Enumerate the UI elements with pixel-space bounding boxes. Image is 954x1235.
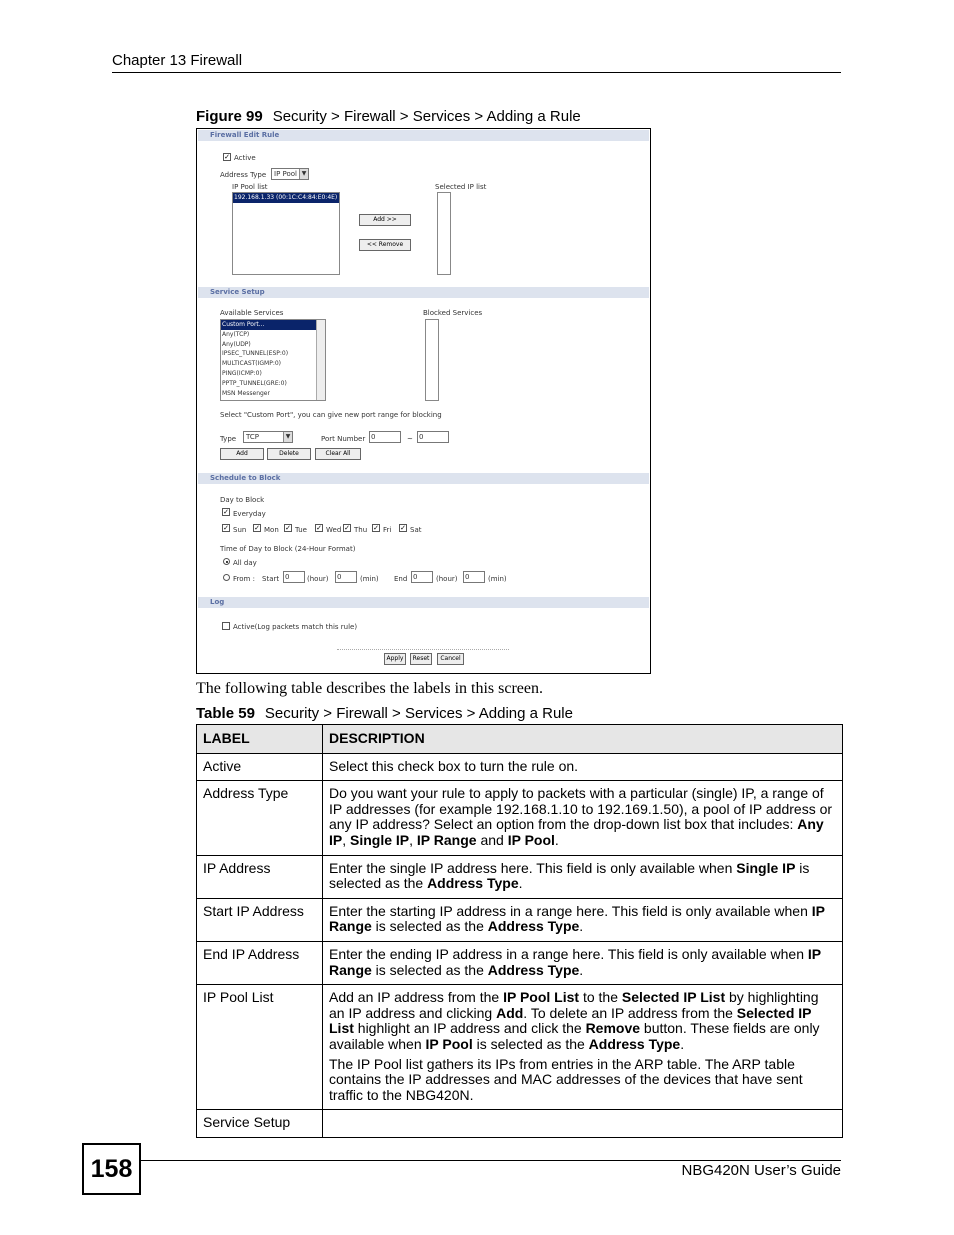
row-description	[323, 1110, 843, 1138]
firewall-edit-rule-screenshot	[196, 128, 651, 674]
sat-checkbox[interactable]: ✓	[400, 524, 406, 532]
active-label: Active	[234, 154, 256, 162]
row-label: IP Pool List	[197, 985, 323, 1110]
section-schedule-to-block: Schedule to Block	[198, 473, 649, 484]
table-header-row	[197, 725, 843, 754]
figure-title: Security > Firewall > Services > Adding a Rule	[272, 108, 581, 125]
column-header-label: LABEL	[197, 725, 323, 754]
start-min-label: (min)	[360, 575, 379, 583]
active-checkbox[interactable]: ✓	[224, 153, 230, 161]
custom-port-hint: Select "Custom Port", you can give new port range for blocking	[220, 411, 442, 419]
row-description: Enter the ending IP address in a range here. This field is only available when IP Range is selected as the Address Type.	[323, 941, 843, 984]
end-min-label: (min)	[488, 575, 507, 583]
end-min-input[interactable]: 0	[463, 571, 485, 583]
end-hour-label: (hour)	[436, 575, 458, 583]
day-to-block-label: Day to Block	[220, 496, 265, 504]
log-active-label: Active(Log packets match this rule)	[233, 623, 358, 631]
from-label: From :	[233, 575, 255, 583]
everyday-checkbox[interactable]: ✓	[223, 508, 229, 516]
wed-label: Wed	[326, 526, 342, 534]
add-ip-button[interactable]: Add >>	[359, 214, 411, 226]
all-day-radio[interactable]	[223, 558, 230, 565]
from-radio[interactable]	[223, 574, 230, 581]
figure-caption	[196, 108, 581, 125]
ip-pool-list-label: IP Pool list	[232, 183, 268, 191]
page-number: 158	[82, 1143, 141, 1195]
blocked-services-listbox[interactable]	[425, 319, 439, 401]
port-to-input[interactable]: 0	[417, 431, 449, 443]
footer-rule	[141, 1160, 841, 1161]
selected-ip-listbox[interactable]	[437, 192, 451, 275]
sat-label: Sat	[410, 526, 422, 534]
row-label: End IP Address	[197, 941, 323, 984]
section-firewall-edit-rule: Firewall Edit Rule	[198, 130, 649, 141]
scrollbar[interactable]	[316, 320, 325, 400]
address-type-select[interactable]: IP Pool ▼	[271, 168, 309, 180]
available-services-listbox[interactable]	[220, 319, 326, 401]
table-row	[197, 781, 843, 855]
end-label: End	[394, 575, 408, 583]
selected-ip-list-label: Selected IP list	[435, 183, 487, 191]
row-label: Address Type	[197, 781, 323, 855]
thu-label: Thu	[354, 526, 368, 534]
description-table	[196, 724, 843, 1138]
reset-button[interactable]: Reset	[410, 653, 432, 665]
list-item[interactable]: PPTP_TUNNEL(GRE:0)	[222, 379, 287, 387]
fri-checkbox[interactable]: ✓	[373, 524, 379, 532]
mon-label: Mon	[264, 526, 279, 534]
time-of-day-label: Time of Day to Block (24-Hour Format)	[220, 545, 356, 553]
start-min-input[interactable]: 0	[335, 571, 357, 583]
everyday-label: Everyday	[233, 510, 266, 518]
list-item[interactable]: Any(UDP)	[222, 340, 251, 348]
guide-title: NBG420N User’s Guide	[681, 1162, 841, 1179]
address-type-label: Address Type	[220, 171, 267, 179]
list-item[interactable]: IPSEC_TUNNEL(ESP:0)	[222, 350, 289, 358]
list-item[interactable]: MSN Messenger	[222, 389, 270, 397]
list-item[interactable]: PING(ICMP:0)	[222, 369, 262, 377]
cancel-button[interactable]: Cancel	[437, 653, 464, 665]
mon-checkbox[interactable]: ✓	[254, 524, 260, 532]
thu-checkbox[interactable]: ✓	[344, 524, 350, 532]
add-service-button[interactable]: Add	[220, 448, 264, 460]
list-item[interactable]: 192.168.1.33 (00:1C:C4:84:E0:4E)	[234, 194, 338, 201]
row-label: Start IP Address	[197, 898, 323, 941]
type-label: Type	[220, 435, 237, 443]
intro-text: The following table describes the labels in this screen.	[196, 680, 544, 697]
clear-all-button[interactable]: Clear All	[315, 448, 361, 460]
table-row	[197, 985, 843, 1110]
row-label: Service Setup	[197, 1110, 323, 1138]
port-from-input[interactable]: 0	[369, 431, 401, 443]
table-caption	[196, 705, 573, 722]
end-hour-input[interactable]: 0	[411, 571, 433, 583]
remove-ip-button[interactable]: << Remove	[359, 239, 411, 251]
table-row	[197, 855, 843, 898]
list-item[interactable]: Custom Port...	[221, 320, 325, 330]
tue-checkbox[interactable]: ✓	[285, 524, 291, 532]
start-label: Start	[262, 575, 280, 583]
row-description: Do you want your rule to apply to packets with a particular (single) IP, a range of IP addresses (for example 192.168.1.10 to 192.169.1.50), a pool of IP address or any IP address? Select an option from the drop-down list box that includes: Any IP, Single IP, IP Range and IP Pool.	[323, 781, 843, 855]
column-header-description: DESCRIPTION	[323, 725, 843, 754]
chevron-down-icon: ▼	[299, 169, 308, 179]
sun-label: Sun	[233, 526, 247, 534]
blocked-services-label: Blocked Services	[423, 309, 483, 317]
chevron-down-icon: ▼	[283, 432, 292, 442]
list-item[interactable]: MULTICAST(IGMP:0)	[222, 360, 282, 368]
table-row	[197, 753, 843, 781]
wed-checkbox[interactable]: ✓	[316, 524, 322, 532]
table-label: Table 59	[196, 705, 255, 722]
available-services-label: Available Services	[220, 309, 284, 317]
row-label: IP Address	[197, 855, 323, 898]
start-hour-label: (hour)	[307, 575, 329, 583]
row-description: Enter the single IP address here. This field is only available when Single IP is selected as the Address Type.	[323, 855, 843, 898]
header-rule	[112, 72, 841, 73]
table-title: Security > Firewall > Services > Adding a Rule	[264, 705, 573, 722]
table-row	[197, 1110, 843, 1138]
start-hour-input[interactable]: 0	[283, 571, 305, 583]
port-range-tilde: ~	[407, 435, 413, 443]
port-number-label: Port Number	[321, 435, 366, 443]
section-service-setup: Service Setup	[198, 287, 649, 298]
row-label: Active	[197, 753, 323, 781]
table-row	[197, 941, 843, 984]
table-row	[197, 898, 843, 941]
ip-pool-listbox[interactable]	[232, 192, 340, 275]
type-select[interactable]: TCP ▼	[243, 431, 293, 443]
chapter-header: Chapter 13 Firewall	[112, 52, 243, 69]
row-description: Enter the starting IP address in a range here. This field is only available when IP Range is selected as the Address Type.	[323, 898, 843, 941]
all-day-label: All day	[233, 559, 257, 567]
figure-label: Figure 99	[196, 108, 263, 125]
divider	[337, 649, 509, 650]
row-description: Add an IP address from the IP Pool List to the Selected IP List by highlighting an IP address and clicking Add. To delete an IP address from the Selected IP List highlight an IP address and click the Remove button. These fields are only available when IP Pool is selected as the Address Type. The IP Pool list gathers its IPs from entries in the ARP table. The ARP table contains the IP addresses and MAC addresses of the devices that have sent traffic to the NBG420N.	[323, 985, 843, 1110]
tue-label: Tue	[295, 526, 307, 534]
section-log: Log	[198, 597, 649, 608]
apply-button[interactable]: Apply	[384, 653, 406, 665]
log-active-checkbox[interactable]	[222, 622, 230, 630]
sun-checkbox[interactable]: ✓	[223, 524, 229, 532]
row-description: Select this check box to turn the rule on.	[323, 753, 843, 781]
list-item[interactable]: Any(TCP)	[222, 330, 250, 338]
fri-label: Fri	[383, 526, 392, 534]
delete-service-button[interactable]: Delete	[267, 448, 311, 460]
